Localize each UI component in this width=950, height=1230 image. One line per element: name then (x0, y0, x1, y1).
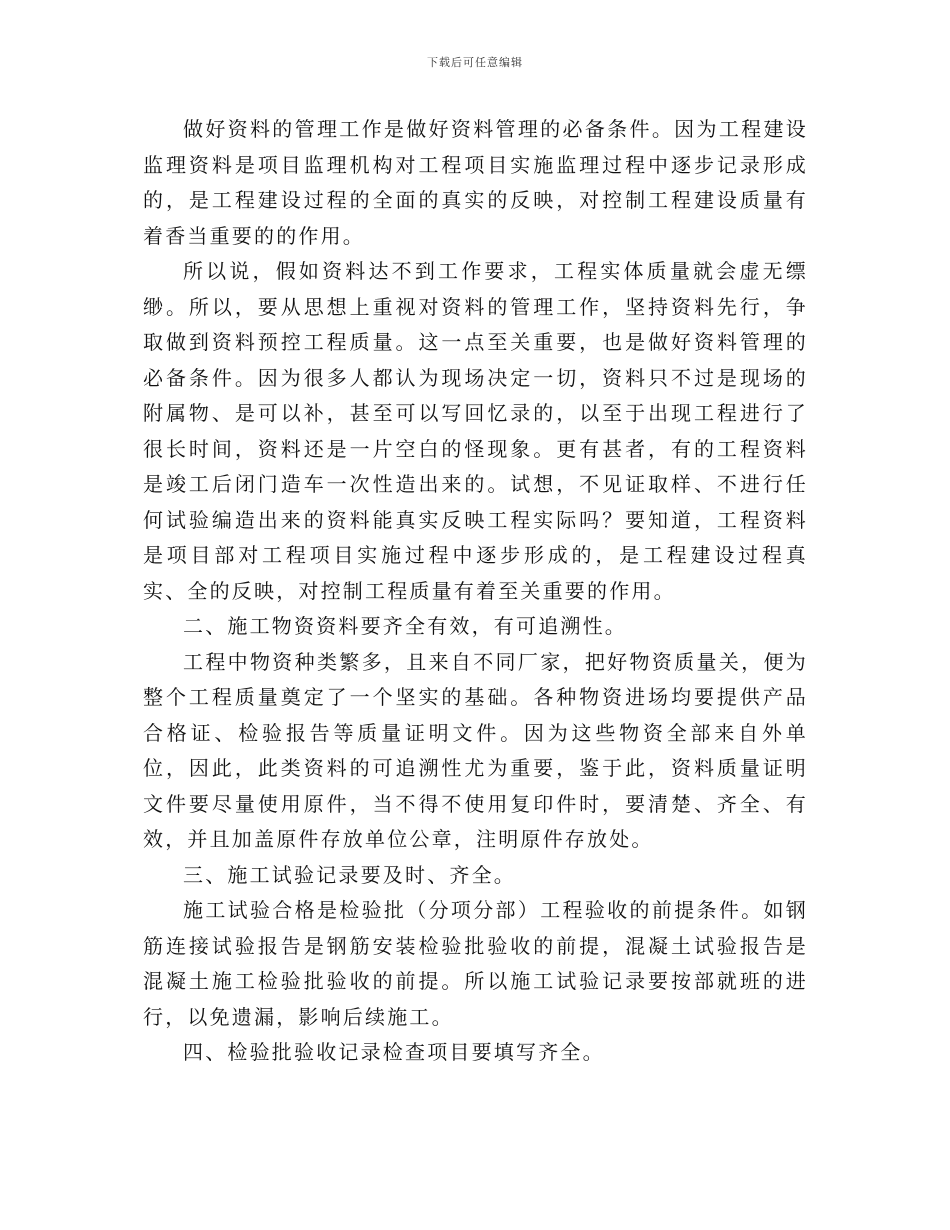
paragraph-data-importance: 所以说，假如资料达不到工作要求，工程实体质量就会虚无缥缈。所以，要从思想上重视对资料的管理工作，坚持资料先行，争取做到资料预控工程质量。这一点至关重要，也是做好资料管理的必备条件。因为很多人都认为现场决定一切，资料只不过是现场的附属物、是可以补，甚至可以写回忆录的，以至于出现工程进行了很长时间，资料还是一片空白的怪现象。更有甚者，有的工程资料是竣工后闭门造车一次性造出来的。试想，不见证取样、不进行任何试验编造出来的资料能真实反映工程实际吗？要知道，工程资料是项目部对工程项目实施过程中逐步形成的，是工程建设过程真实、全的反映，对控制工程质量有着至关重要的作用。 (143, 259, 808, 603)
paragraph-materials: 工程中物资种类繁多，且来自不同厂家，把好物资质量关，便为整个工程质量奠定了一个坚实的基础。各种物资进场均要提供产品合格证、检验报告等质量证明文件。因为这些物资全部来自外单位，因此，此类资料的可追溯性尤为重要，鉴于此，资料质量证明文件要尽量使用原件，当不得不使用复印件时，要清楚、齐全、有效，并且加盖原件存放单位公章，注明原件存放处。 (143, 649, 808, 851)
paragraph-tests: 施工试验合格是检验批（分项分部）工程验收的前提条件。如钢筋连接试验报告是钢筋安装检验批验收的前提，混凝土试验报告是混凝土施工检验批验收的前提。所以施工试验记录要按部就班的进行，以免遗漏，影响后续施工。 (143, 898, 808, 1029)
section-heading-tests: 三、施工试验记录要及时、齐全。 (183, 862, 516, 887)
paragraph-data-management: 做好资料的管理工作是做好资料管理的必备条件。因为工程建设监理资料是项目监理机构对工程项目实施监理过程中逐步记录形成的，是工程建设过程的全面的真实的反映，对控制工程建设质量有着香当重要的的作用。 (143, 117, 808, 248)
section-heading-inspection: 四、检验批验收记录检查项目要填写齐全。 (183, 1040, 605, 1064)
section-heading-materials: 二、施工物资资料要齐全有效，有可追溯性。 (183, 614, 627, 638)
document-body (143, 112, 808, 1071)
page-header: 下载后可任意编辑 (427, 56, 523, 69)
